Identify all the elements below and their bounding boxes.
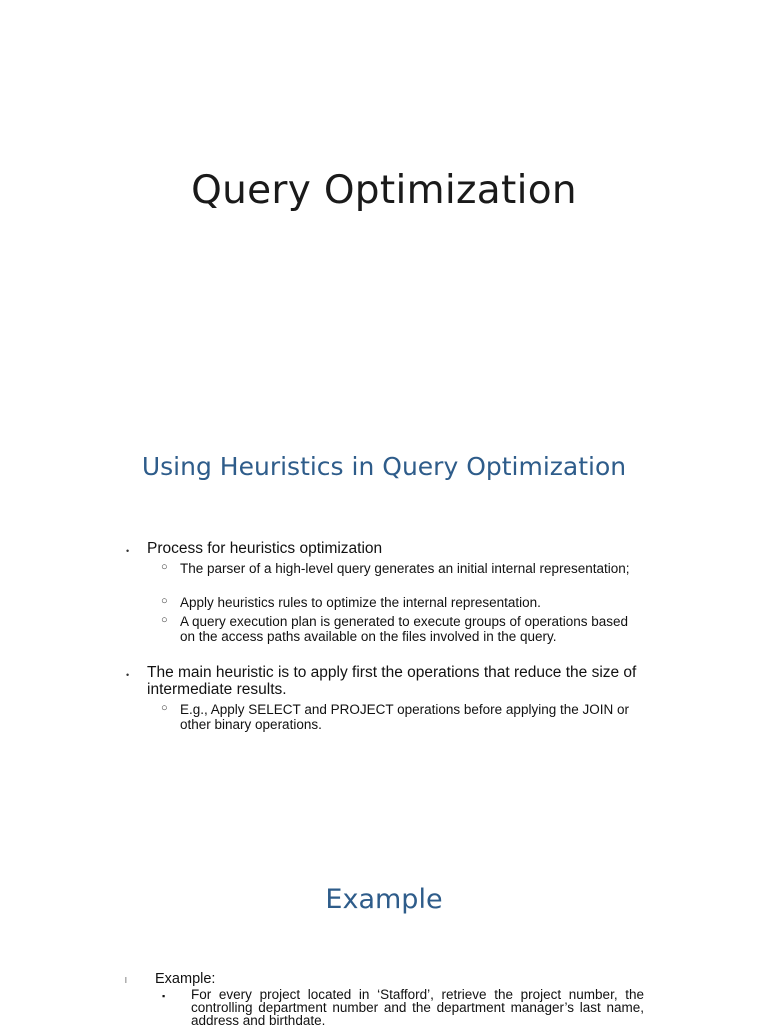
sub-list-item: E.g., Apply SELECT and PROJECT operations before applying the JOIN or other binary operations. [180,702,629,732]
sub-list-bullet: ○ [161,595,168,607]
sub-list-item: For every project located in ‘Stafford’, retrieve the project number, the controlling department number and the department manager’s last name, address and birthdate. [191,987,644,1028]
list-bullet: • [126,546,130,556]
list-item: The main heuristic is to apply first the operations that reduce the size of intermediate results. [147,664,637,698]
section-heading-example: Example [325,884,443,915]
sub-list-item: A query execution plan is generated to execute groups of operations based on the access paths available on the files involved in the query. [180,614,629,644]
list-item: Process for heuristics optimization [147,540,383,557]
sub-list-bullet: ○ [161,561,168,573]
section-heading-heuristics: Using Heuristics in Query Optimization [141,452,627,481]
sub-list-item: Apply heuristics rules to optimize the internal representation. [180,595,541,610]
sub-list-bullet: ▪ [162,991,166,1001]
sub-list-bullet: ○ [161,614,168,626]
sub-list-bullet: ○ [161,702,168,714]
sub-list-item: The parser of a high-level query generates an initial internal representation; [180,561,630,576]
list-item: Example: [155,971,216,987]
page-title: Query Optimization [191,168,577,213]
list-bullet: l [125,976,127,985]
list-bullet: • [126,670,130,680]
